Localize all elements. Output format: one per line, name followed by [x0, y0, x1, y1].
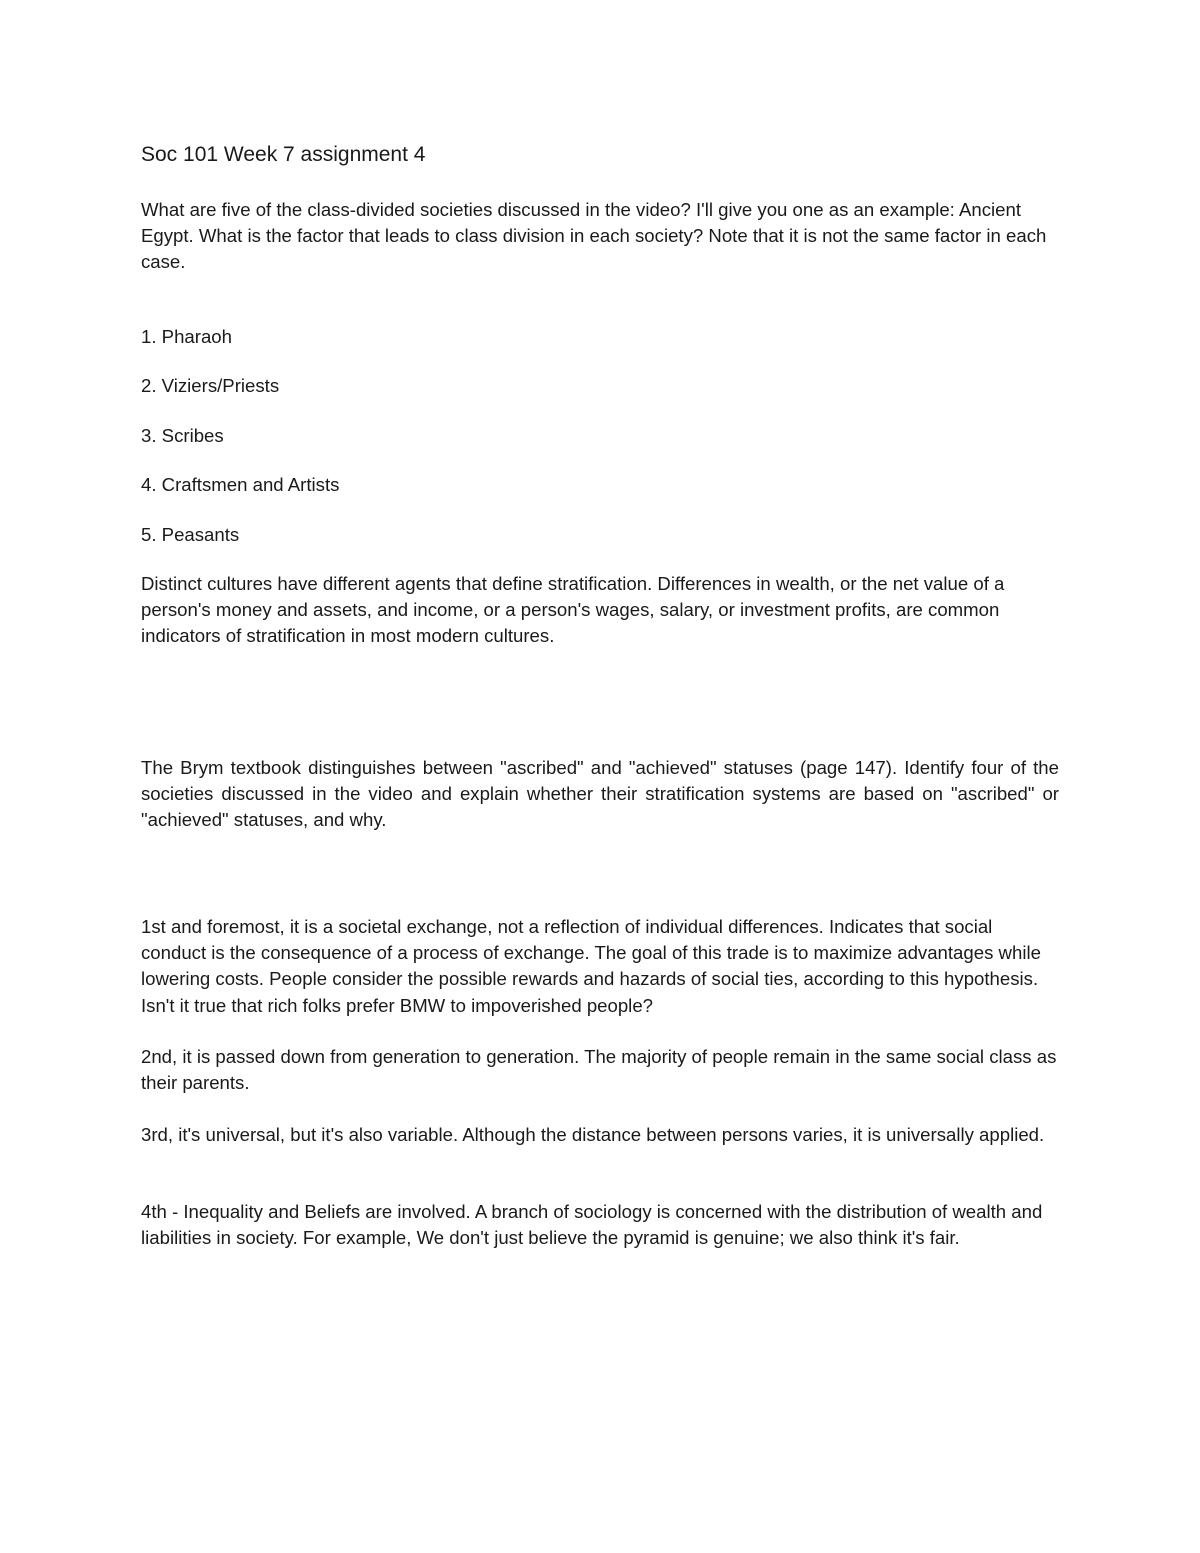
- list-item: 2. Viziers/Priests: [141, 375, 280, 396]
- document-title: Soc 101 Week 7 assignment 4: [141, 143, 426, 166]
- answer-2-point-2: 2nd, it is passed down from generation to generation. The majority of people remain in the same social class as their parents.: [141, 1046, 1057, 1094]
- question-1-paragraph: What are five of the class-divided societies discussed in the video? I'll give you one as an example: Ancient Egypt. What is the factor that leads to class division in each society? Note that it is not the same factor in each case.: [141, 199, 1047, 273]
- list-item: 4. Craftsmen and Artists: [141, 474, 340, 495]
- list-item: 5. Peasants: [141, 524, 240, 545]
- question-2-paragraph: The Brym textbook distinguishes between "ascribed" and "achieved" statuses (page 147). Identify four of the societies discussed in the video and explain whether their stratification systems are based on "ascribed" or "achieved" statuses, and why.: [141, 757, 1059, 831]
- list-item: 1. Pharaoh: [141, 326, 232, 347]
- answer-1-paragraph: Distinct cultures have different agents that define stratification. Differences in wealth, or the net value of a person's money and assets, and income, or a person's wages, salary, or investment profits, are common indicators of stratification in most modern cultures.: [141, 573, 1005, 647]
- answer-2-point-4: 4th - Inequality and Beliefs are involved. A branch of sociology is concerned with the distribution of wealth and liabilities in society. For example, We don't just believe the pyramid is genuine; we also think it's fair.: [141, 1201, 1043, 1249]
- answer-2-point-1: 1st and foremost, it is a societal exchange, not a reflection of individual differences. Indicates that social conduct is the consequence of a process of exchange. The goal of this trade is to maximize advantages while lowering costs. People consider the possible rewards and hazards of social ties, according to this hypothesis. Isn't it true that rich folks prefer BMW to impoverished people?: [141, 916, 1041, 1016]
- list-item: 3. Scribes: [141, 425, 224, 446]
- answer-2-point-3: 3rd, it's universal, but it's also variable. Although the distance between persons varies, it is universally applied.: [141, 1124, 1045, 1145]
